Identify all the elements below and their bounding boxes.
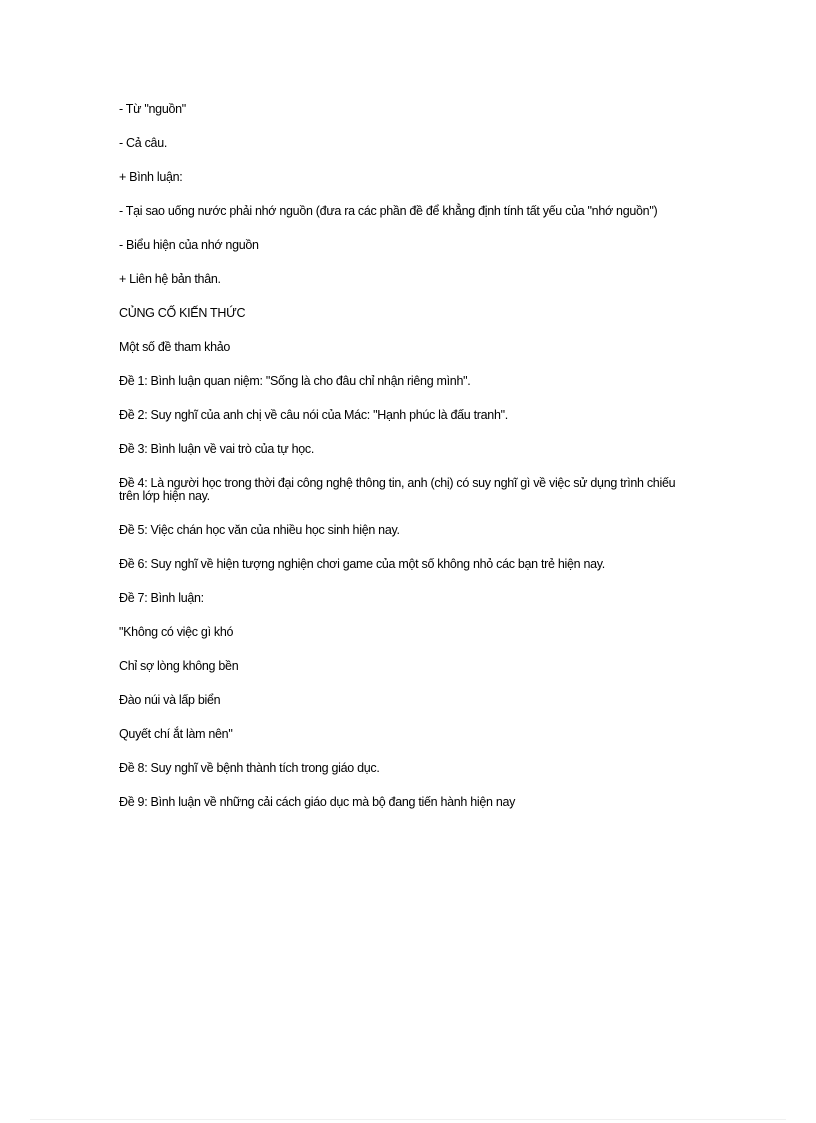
document-body bbox=[119, 103, 709, 830]
poem-line-3: Đào núi và lấp biển bbox=[119, 693, 221, 707]
paragraph-tu-nguon: - Từ "nguồn" bbox=[119, 102, 186, 116]
topic-4: Đề 4: Là người học trong thời đại công nghệ thông tin, anh (chị) có suy nghĩ gì về việc sử dụng trình chiếu trên lớp hiện nay. bbox=[119, 476, 676, 503]
paragraph-bieu-hien: - Biểu hiện của nhớ nguồn bbox=[119, 238, 259, 252]
poem-line-4: Quyết chí ắt làm nên" bbox=[119, 727, 233, 741]
topic-1: Đề 1: Bình luận quan niệm: "Sống là cho đâu chỉ nhận riêng mình". bbox=[119, 374, 471, 388]
poem-line-1: "Không có việc gì khó bbox=[119, 625, 234, 639]
topic-7: Đề 7: Bình luận: bbox=[119, 591, 204, 605]
topic-9: Đề 9: Bình luận về những cải cách giáo dục mà bộ đang tiến hành hiện nay bbox=[119, 795, 516, 809]
section-heading: CỦNG CỐ KIẾN THỨC bbox=[119, 306, 246, 320]
paragraph-binh-luan: + Bình luận: bbox=[119, 170, 183, 184]
topic-8: Đề 8: Suy nghĩ về bệnh thành tích trong giáo dục. bbox=[119, 761, 380, 775]
topic-3: Đề 3: Bình luận về vai trò của tự học. bbox=[119, 442, 314, 456]
topic-2: Đề 2: Suy nghĩ của anh chị về câu nói của Mác: "Hạnh phúc là đấu tranh". bbox=[119, 408, 508, 422]
paragraph-lien-he: + Liên hệ bản thân. bbox=[119, 272, 221, 286]
poem-line-2: Chỉ sợ lòng không bền bbox=[119, 659, 239, 673]
paragraph-ca-cau: - Cả câu. bbox=[119, 136, 168, 150]
topic-6: Đề 6: Suy nghĩ về hiện tượng nghiện chơi game của một số không nhỏ các bạn trẻ hiện nay. bbox=[119, 557, 605, 571]
paragraph-tai-sao: - Tại sao uống nước phải nhớ nguồn (đưa ra các phần đề để khẳng định tính tất yếu của "nhớ nguồn") bbox=[119, 204, 658, 218]
topic-5: Đề 5: Việc chán học văn của nhiều học sinh hiện nay. bbox=[119, 523, 400, 537]
page-bottom-rule bbox=[30, 1119, 786, 1120]
paragraph-de-tham-khao: Một số đề tham khảo bbox=[119, 340, 231, 354]
